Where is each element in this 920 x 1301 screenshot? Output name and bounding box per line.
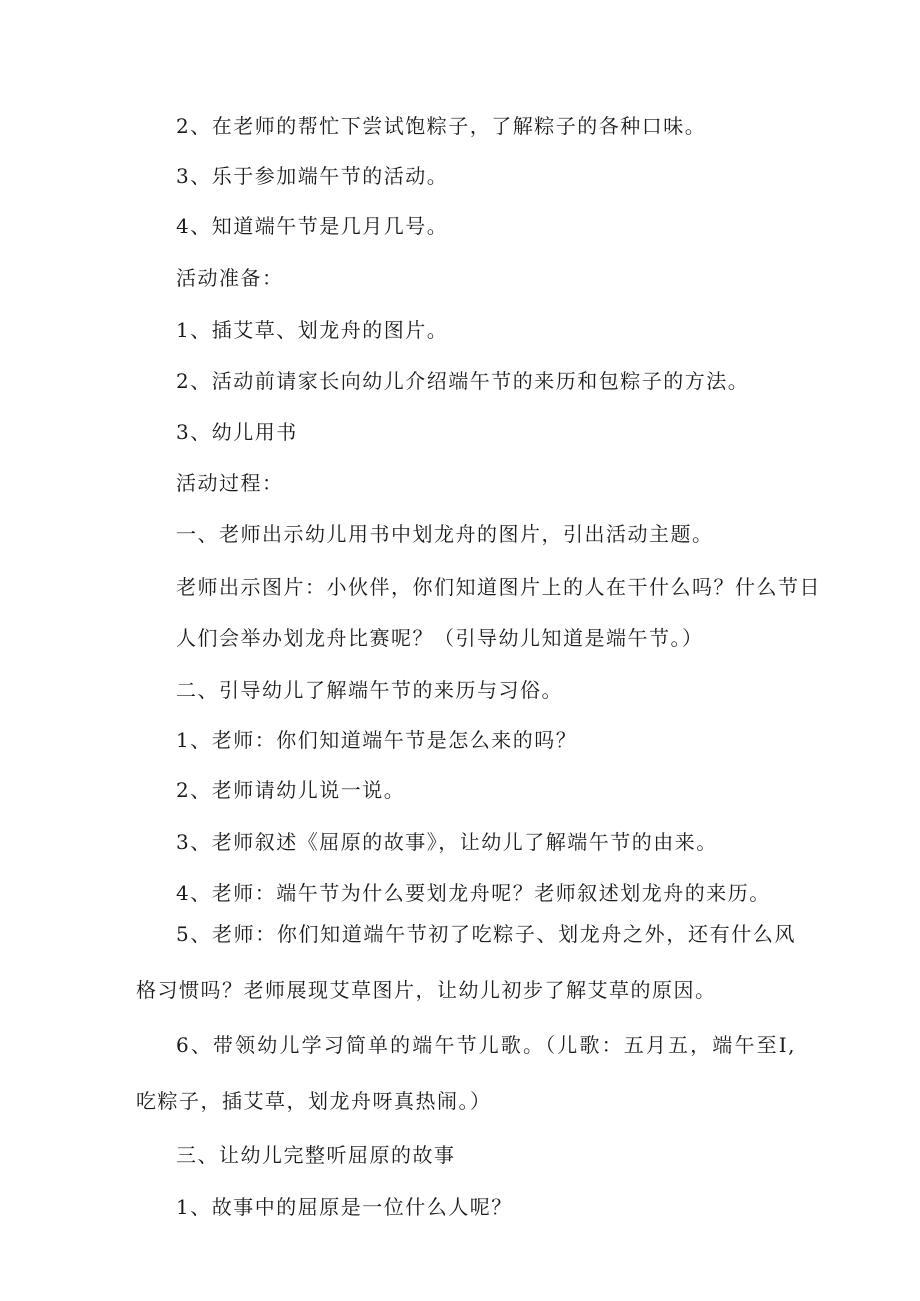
process-step-1-dialogue-cont: 人们会举办划龙舟比赛呢？（引导幼儿知道是端午节。）	[176, 626, 704, 650]
step-2-item-3: 3、老师叙述《屈原的故事》，让幼儿了解端午节的由来。	[176, 830, 718, 854]
step-2-item-6: 6、带领幼儿学习简单的端午节儿歌。（儿歌：五月五，端午至I,吃粽子，插艾草，划龙舟呀真热闹。）	[136, 1033, 796, 1113]
step-2-item-2: 2、老师请幼儿说一说。	[176, 778, 406, 802]
process-step-1: 一、老师出示幼儿用书中划龙舟的图片，引出活动主题。	[176, 522, 714, 546]
step-2-item-1: 1、老师：你们知道端午节是怎么来的吗？	[176, 728, 578, 752]
step-3-item-1: 1、故事中的屈原是一位什么人呢？	[176, 1195, 513, 1219]
process-step-2: 二、引导幼儿了解端午节的来历与习俗。	[176, 678, 563, 702]
prep-item-1: 1、插艾草、划龙舟的图片。	[176, 318, 449, 342]
goal-4: 4、知道端午节是几月几号。	[176, 214, 449, 238]
step-2-item-4: 4、老师：端午节为什么要划龙舟呢？老师叙述划龙舟的来历。	[176, 881, 771, 905]
prep-item-2: 2、活动前请家长向幼儿介绍端午节的来历和包粽子的方法。	[176, 369, 750, 393]
process-step-1-dialogue: 老师出示图片：小伙伴，你们知道图片上的人在干什么吗？什么节日	[176, 575, 821, 599]
goal-3: 3、乐于参加端午节的活动。	[176, 164, 449, 188]
goal-2: 2、在老师的帮忙下尝试饱粽子，了解粽子的各种口味。	[176, 114, 707, 138]
step-2-item-5: 5、老师：你们知道端午节初了吃粽子、划龙舟之外，还有什么风格习惯吗？老师展现艾草图片，让幼儿初步了解艾草的原因。	[136, 922, 796, 1002]
section-heading-preparation: 活动准备：	[176, 266, 284, 290]
section-heading-process: 活动过程：	[176, 471, 284, 495]
prep-item-3: 3、幼儿用书	[176, 420, 298, 444]
process-step-3: 三、让幼儿完整听屈原的故事	[176, 1143, 456, 1167]
